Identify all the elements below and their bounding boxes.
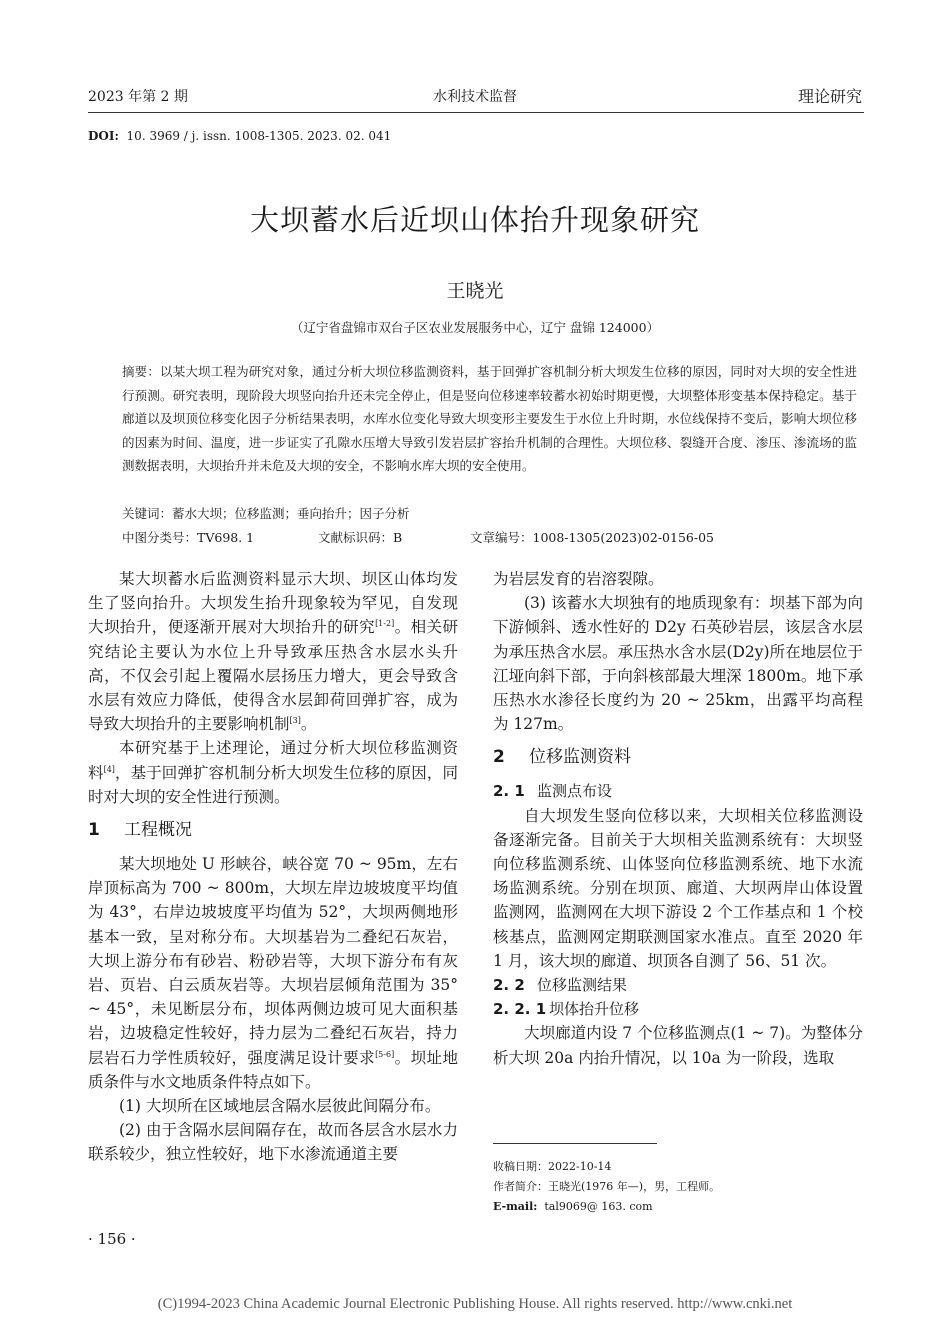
header-rule — [88, 112, 864, 113]
doi-label: DOI: — [88, 129, 119, 143]
doi — [88, 129, 391, 143]
subsection-heading-2-2: 2. 2 位移监测结果 — [493, 976, 628, 995]
header-section: 理论研究 — [797, 87, 862, 106]
section1-item-3: (3) 该蓄水大坝独有的地质现象有：坝基下部为向下游倾斜、透水性好的 D2y 石英砂岩层，该层含水层为承压热含水层。承压热水含水层(D2y)所在地层位于江垭向斜下部，于向斜核部最大埋深 1800m。地下承压热水水渗径长度约为 20 ~ 25km，出露平均高程为 127m。 — [493, 594, 863, 734]
section221-paragraph: 大坝廊道内设 7 个位移监测点(1 ~ 7)。为整体分析大坝 20a 内抬升情况，以 10a 为一阶段，选取 — [493, 1024, 863, 1067]
left-column — [88, 567, 458, 1167]
clc-number: 中图分类号：TV698. 1 — [122, 529, 255, 545]
article-number: 文章编号：1008-1305(2023)02-0156-05 — [470, 529, 714, 545]
subsubsection-heading-2-2-1: 2. 2. 1 坝体抬升位移 — [493, 1000, 640, 1019]
footnote-rule — [493, 1143, 657, 1144]
author-bio: 作者简介：王晓光(1976 年—)，男，工程师。 — [493, 1180, 721, 1193]
section-heading-1: 1 工程概况 — [88, 820, 192, 841]
right-column — [493, 567, 863, 1070]
section1-item-2: (2) 由于含隔水层间隔存在，故而各层含水层水力联系较少，独立性较好，地下水渗流通道主要 — [88, 1121, 458, 1164]
intro-paragraph-2: 本研究基于上述理论，通过分析大坝位移监测资料[4]，基于回弹扩容机制分析大坝发生位移的原因，同时对大坝的安全性进行预测。 — [88, 739, 458, 806]
citation: [3] — [289, 716, 301, 726]
document-code: 文献标识码：B — [318, 529, 403, 545]
citation: [1-2] — [375, 619, 395, 629]
section-heading-2: 2 位移监测资料 — [493, 747, 631, 768]
subsection-heading-2-1: 2. 1 监测点布设 — [493, 782, 613, 801]
citation: [4] — [103, 764, 115, 774]
header-issue: 2023 年第 2 期 — [88, 89, 188, 105]
page-number: · 156 · — [88, 1230, 136, 1248]
citation: [5-6] — [375, 1049, 395, 1059]
section1-item-1: (1) 大坝所在区域地层含隔水层彼此间隔分布。 — [119, 1097, 441, 1116]
paper-title: 大坝蓄水后近坝山体抬升现象研究 — [249, 203, 700, 237]
received-date: 收稿日期：2022-10-14 — [493, 1160, 612, 1173]
abstract: 摘要：以某大坝工程为研究对象，通过分析大坝位移监测资料，基于回弹扩容机制分析大坝发生位移的原因，同时对大坝的安全性进行预测。研究表明，现阶段大坝竖向抬升还未完全停止，但是竖向位移速率较蓄水初始时期更慢，大坝整体形变基本保持稳定。基于廊道以及坝顶位移变化因子分析结果表明，水库水位变化导致大坝变形主要发生于水位上升时期，水位线保持不变后，影响大坝位移的因素为时间、温度，进一步证实了孔隙水压增大导致引发岩层扩容抬升机制的合理性。大坝位移、裂缝开合度、渗压、渗流场的监测数据表明，大坝抬升并未危及大坝的安全，不影响水库大坝的安全使用。 — [122, 364, 857, 473]
meta-block — [122, 502, 714, 549]
author-name: 王晓光 — [446, 280, 504, 302]
footnote — [493, 1157, 720, 1217]
classification-row — [122, 526, 714, 550]
doi-value: 10. 3969 / j. issn. 1008-1305. 2023. 02. 041 — [126, 129, 392, 143]
section1-paragraph-1: 某大坝地处 U 形峡谷，峡谷宽 70 ~ 95m，左右岸顶标高为 700 ~ 800m，大坝左岸边坡坡度平均值为 43°，右岸边坡坡度平均值为 52°，大坝两侧地形基本一致，呈对称分布。大坝基岩为二叠纪石灰岩，大坝上游分布有砂岩、粉砂岩等，大坝下游分布有灰岩、页岩、白云质灰岩等。大坝岩层倾角范围为 35° ~ 45°，未见断层分布，坝体两侧边坡可见大面积基岩，边坡稳定性较好，持力层为二叠纪石灰岩，持力层岩石力学性质较好，强度满足设计要求[5-6]。坝址地质条件与水文地质条件特点如下。 — [88, 855, 458, 1091]
section21-paragraph: 自大坝发生竖向位移以来，大坝相关位移监测设备逐渐完备。目前关于大坝相关监测系统有：大坝竖向位移监测系统、山体竖向位移监测系统、地下水流场监测系统。分别在坝顶、廊道、大坝两岸山体设置监测网，监测网在大坝下游设 2 个工作基点和 1 个校核基点，监测网定期联测国家水准点。直至 2020 年 1 月，该大坝的廊道、坝顶各自测了 56、51 次。 — [493, 806, 863, 970]
copyright-line: (C)1994-2023 China Academic Journal Electronic Publishing House. All rights reserved. http://www.cnki.net — [157, 1296, 793, 1312]
affiliation: （辽宁省盘锦市双台子区农业发展服务中心，辽宁 盘锦 124000） — [290, 320, 660, 335]
continued-text: 为岩层发育的岩溶裂隙。 — [493, 570, 664, 588]
header-journal: 水利技术监督 — [433, 89, 517, 105]
author-email: E-mail: tal9069@ 163. com — [493, 1200, 653, 1213]
keywords: 关键词：蓄水大坝；位移监测；垂向抬升；因子分析 — [122, 506, 410, 521]
intro-paragraph-1: 某大坝蓄水后监测资料显示大坝、坝区山体均发生了竖向抬升。大坝发生抬升现象较为罕见，自发现大坝抬升，便逐渐开展对大坝抬升的研究[1-2]。相关研究结论主要认为水位上升导致承压热含水层水头升高，不仅会引起上覆隔水层扬压力增大，更会导致含水层有效应力降低，使得含水层卸荷回弹扩容，成为导致大坝抬升的主要影响机制[3]。 — [88, 570, 458, 734]
